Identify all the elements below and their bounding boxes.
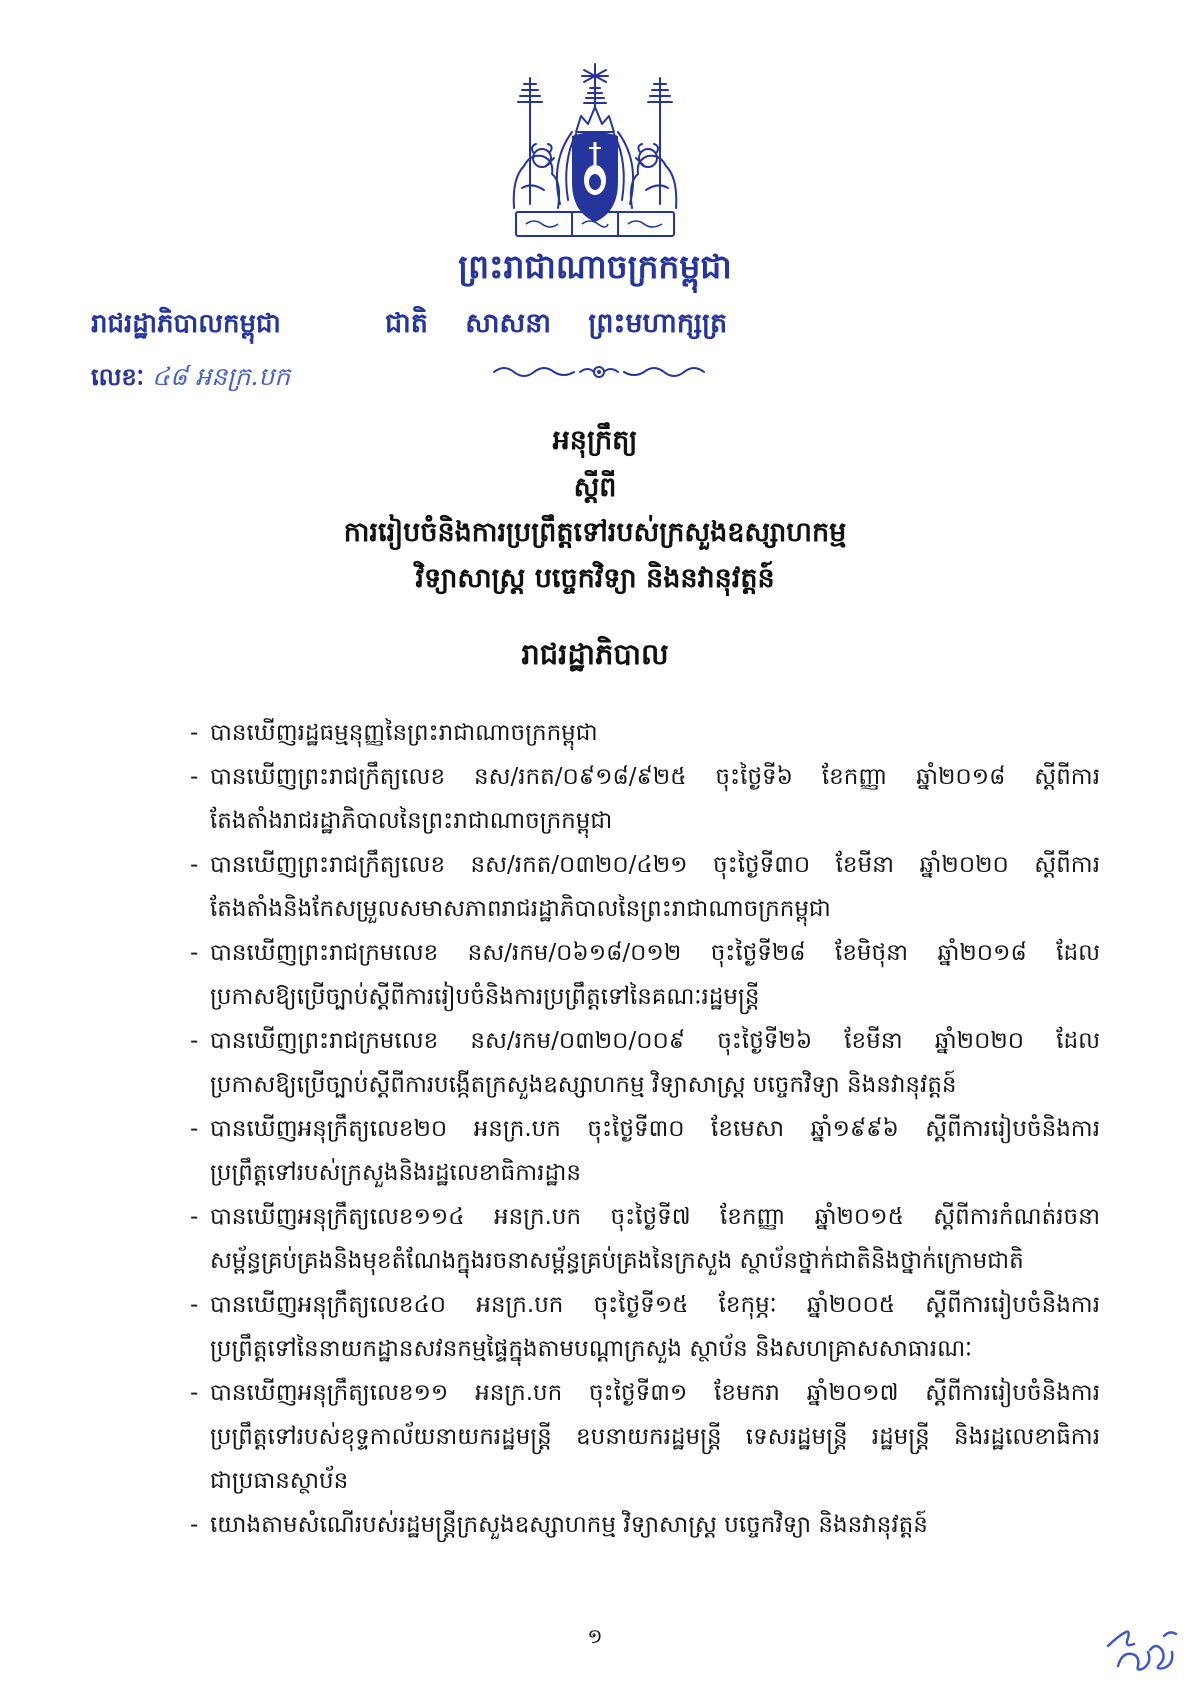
- clause-line: ប្រព្រឹត្តទៅរបស់ខុទ្ទកាល័យនាយករដ្ឋមន្ត្រី ឧបនាយករដ្ឋមន្ត្រី ទេសរដ្ឋមន្ត្រី រដ្ឋមន្ត្រី និងរដ្ឋលេខាធិការ: [210, 1424, 1100, 1450]
- clause-6: [190, 1107, 1100, 1195]
- document-type-title: អនុក្រឹត្យ: [552, 425, 638, 456]
- clause-4: [190, 931, 1100, 1019]
- motto-religion: សាសនា: [465, 308, 551, 339]
- issuer-name: រាជរដ្ឋាភិបាលកម្ពុជា: [91, 309, 281, 339]
- list-marker: -: [190, 852, 199, 878]
- clause-line: បានឃើញព្រះរាជក្រឹត្យលេខ នស/រកត/០៣២០/៤២១ ចុះថ្ងៃទី៣០ ខែមីនា ឆ្នាំ២០២០ ស្តីពីការ: [210, 852, 1100, 878]
- about-title: ស្តីពី: [573, 472, 617, 503]
- subject-line-2: វិទ្យាសាស្ត្រ បច្ចេកវិទ្យា និងនវានុវត្តន៍: [415, 563, 775, 594]
- clause-3: [190, 843, 1100, 931]
- national-motto: [385, 304, 805, 344]
- clause-line: បានឃើញអនុក្រឹត្យលេខ៤០ អនក្រ.បក ចុះថ្ងៃទី១៥ ខែកុម្ភៈ ឆ្នាំ២០០៥ ស្តីពីការរៀបចំនិងការ: [210, 1292, 1100, 1318]
- clause-line: ជាប្រធានស្ថាប័ន: [210, 1468, 349, 1494]
- motto-king: ព្រះមហាក្សត្រ: [588, 308, 728, 339]
- clause-line: តែងតាំងនិងកែសម្រួលសមាសភាពរាជរដ្ឋាភិបាលនៃព្រះរាជាណាចក្រកម្ពុជា: [210, 896, 831, 922]
- clause-10: [190, 1503, 1100, 1547]
- decorative-flourish-icon: [490, 362, 708, 382]
- list-marker: -: [190, 940, 199, 966]
- clause-8: [190, 1283, 1100, 1371]
- clause-line: បានឃើញរដ្ឋធម្មនុញ្ញនៃព្រះរាជាណាចក្រកម្ពុជា: [210, 720, 598, 746]
- clause-2: [190, 755, 1100, 843]
- number-label: លេខៈ: [91, 362, 145, 391]
- clause-line: សម្ព័ន្ធគ្រប់គ្រងនិងមុខតំណែងក្នុងរចនាសម្ព័ន្ធគ្រប់គ្រងនៃក្រសួង ស្ថាប័នថ្នាក់ជាតិនិងថ្នាក់ក្រោមជាតិ: [210, 1248, 1024, 1274]
- clause-9: [190, 1371, 1100, 1503]
- clause-line: បានឃើញអនុក្រឹត្យលេខ១១៤ អនក្រ.បក ចុះថ្ងៃទី៧ ខែកញ្ញា ឆ្នាំ២០១៥ ស្តីពីការកំណត់រចនា: [210, 1204, 1100, 1230]
- authority-heading: រាជរដ្ឋាភិបាល: [521, 637, 669, 671]
- list-marker: -: [190, 1512, 199, 1538]
- clause-1: [190, 711, 1100, 755]
- list-marker: -: [190, 1380, 199, 1406]
- clause-line: យោងតាមសំណើរបស់រដ្ឋមន្ត្រីក្រសួងឧស្សាហកម្ម វិទ្យាសាស្ត្រ បច្ចេកវិទ្យា និងនវានុវត្តន៍: [210, 1512, 928, 1538]
- page-number: ១: [587, 1624, 603, 1648]
- clause-line: បានឃើញអនុក្រឹត្យលេខ២០ អនក្រ.បក ចុះថ្ងៃទី៣០ ខែមេសា ឆ្នាំ១៩៩៦ ស្តីពីការរៀបចំនិងការ: [210, 1116, 1100, 1142]
- list-marker: -: [190, 1292, 199, 1318]
- motto-nation: ជាតិ: [385, 308, 428, 339]
- clause-line: ប្រព្រឹត្តទៅរបស់ក្រសួងនិងរដ្ឋលេខាធិការដ្ឋាន: [210, 1160, 581, 1186]
- clause-line: បានឃើញព្រះរាជក្រមលេខ នស/រកម/០៦១៨/០១២ ចុះថ្ងៃទី២៨ ខែមិថុនា ឆ្នាំ២០១៨ ដែល: [210, 940, 1100, 966]
- list-marker: -: [190, 720, 199, 746]
- list-marker: -: [190, 764, 199, 790]
- list-marker: -: [190, 1116, 199, 1142]
- kingdom-title: ព្រះរាជាណាចក្រកម្ពុជា: [458, 247, 732, 286]
- clause-line: ប្រព្រឹត្តទៅនៃនាយកដ្ឋានសវនកម្មផ្ទៃក្នុងតាមបណ្តាក្រសួង ស្ថាប័ន និងសហគ្រាសសាធារណៈ: [210, 1336, 973, 1362]
- royal-coat-of-arms-icon: [502, 62, 688, 245]
- clause-line: ប្រកាសឱ្យប្រើច្បាប់ស្តីពីការបង្កើតក្រសួងឧស្សាហកម្ម វិទ្យាសាស្ត្រ បច្ចេកវិទ្យា និងនវានុវត្តន៍: [210, 1072, 957, 1098]
- clause-line: បានឃើញអនុក្រឹត្យលេខ១១ អនក្រ.បក ចុះថ្ងៃទី៣១ ខែមករា ឆ្នាំ២០១៧ ស្តីពីការរៀបចំនិងការ: [210, 1380, 1100, 1406]
- list-marker: -: [190, 1028, 199, 1054]
- clause-line: តែងតាំងរាជរដ្ឋាភិបាលនៃព្រះរាជាណាចក្រកម្ពុជា: [210, 808, 613, 834]
- subject-line-1: ការរៀបចំនិងការប្រព្រឹត្តទៅរបស់ក្រសួងឧស្សាហកម្ម: [343, 517, 847, 548]
- clause-line: បានឃើញព្រះរាជក្រមលេខ នស/រកម/០៣២០/០០៩ ចុះថ្ងៃទី២៦ ខែមីនា ឆ្នាំ២០២០ ដែល: [210, 1028, 1100, 1054]
- handwritten-initials-icon: [1104, 1606, 1182, 1676]
- clause-line: បានឃើញព្រះរាជក្រឹត្យលេខ នស/រកត/០៩១៨/៩២៥ ចុះថ្ងៃទី៦ ខែកញ្ញា ឆ្នាំ២០១៨ ស្តីពីការ: [210, 764, 1100, 790]
- document-number: [91, 357, 290, 397]
- clause-7: [190, 1195, 1100, 1283]
- clause-list: [190, 711, 1100, 1547]
- clause-5: [190, 1019, 1100, 1107]
- number-value-handwritten: ៤៨ អនក្រ.បក: [152, 362, 291, 391]
- list-marker: -: [190, 1204, 199, 1230]
- clause-line: ប្រកាសឱ្យប្រើច្បាប់ស្តីពីការរៀបចំនិងការប្រព្រឹត្តទៅនៃគណៈរដ្ឋមន្ត្រី: [210, 984, 760, 1010]
